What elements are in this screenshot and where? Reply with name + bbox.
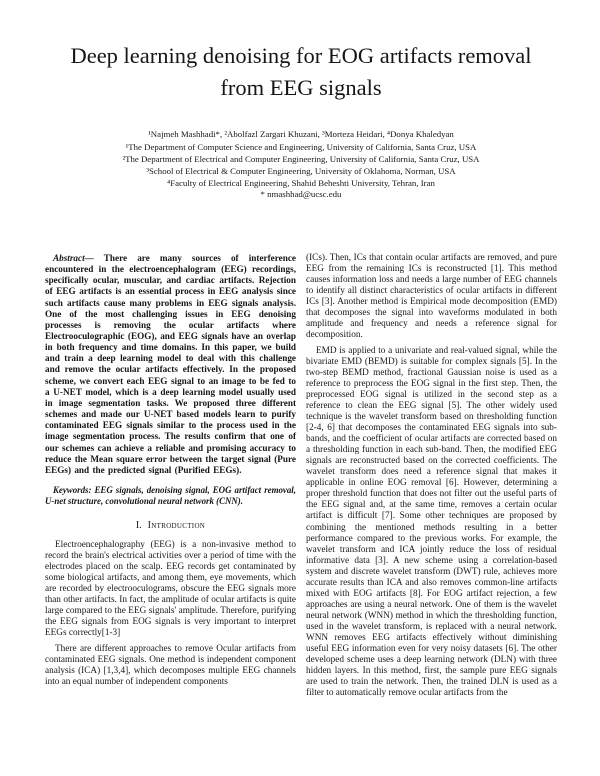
- keywords-label: Keywords:: [53, 485, 92, 495]
- right-column-paragraph-2: EMD is applied to a univariate and real-valued signal, while the bivariate EMD (BEMD) is suitable for complex signals [5]. In the two-step BEMD method, fractional Gaussian noise is used as a reference to preprocess the EOG signal in the first step. Then, the preprocessed EOG signal is utilized in the second step as a reference to clean the EEG signal [5]. The other widely used technique is the wavelet transform based on thresholding function [2-4, 6] that decomposes the contaminated EEG signals into sub-bands, and the coefficient of ocular artifacts are corrected based on a thresholding function in each sub-band. Then, the modified EEG signals are reconstructed based on the corrected coefficients. The wavelet transform does need a reference signal that makes it applicable in online EOG removal [6]. However, determining a proper threshold function that does not filter out the useful parts of the EEG signal and, at the same time, removes a certain ocular artifact is difficult [7]. Some other techniques are proposed by combining the mentioned methods resulting in a better performance compared to the previous works. For example, the wavelet transform and ICA jointly reduce the loss of residual informative data [3]. A new scheme using a correlation-based system and discrete wavelet transform (DWT) rule, achieves more accurate results than ICA and also removes common-line artifacts mixed with EOG artifacts [8]. For EOG artifact rejection, a few approaches are using a neural network. One of them is the wavelet neural network (WNN) method in which the thresholding function, used in the wavelet transform, is replaced with a neural network. WNN removes EEG artifacts effectively without diminishing useful EEG information even for very noisy datasets [6]. The other developed scheme uses a deep learning network (DLN) with three hidden layers. In this method, first, the sample pure EEG signals are used to train the network. Then, the trained DLN is used as a filter to automatically remove ocular artifacts from the: [306, 345, 557, 699]
- affiliation-1: ¹The Department of Computer Science and Engineering, University of California, Santa Cruz, USA: [125, 141, 477, 152]
- section-heading-introduction: [45, 520, 296, 531]
- paper-title: Deep learning denoising for EOG artifacts removal from EEG signals: [70, 43, 532, 101]
- section-number: I.: [135, 520, 142, 531]
- affiliation-4: ⁴Faculty of Electrical Engineering, Shahid Beheshti University, Tehran, Iran: [167, 177, 435, 188]
- abstract-paragraph: [45, 253, 296, 476]
- right-column-paragraph-1: (ICs). Then, ICs that contain ocular artifacts are removed, and pure EEG from the remaining ICs is reconstructed [1]. This method causes information loss and needs a large number of EEG channels to identify all distinct characteristics of ocular artifacts in different ICs [3]. Another method is Empirical mode decomposition (EMD) that decomposes the signal into waveforms modulated in both amplitude and frequency and needs a reference signal for decomposition.: [306, 252, 557, 341]
- affiliation-2: ²The Department of Electrical and Computer Engineering, University of California, Santa Cruz, USA: [122, 153, 480, 164]
- authors-block: [45, 129, 557, 201]
- section-title: Introduction: [147, 520, 206, 531]
- intro-paragraph-1: Electroencephalography (EEG) is a non-invasive method to record the brain's electrical activities over a period of time with the electrodes placed on the scalp. EEG records get contaminated by some biological artifacts, and among them, eye movements, which are recorded by electrooculograms, obscure the EEG signals more than other artifacts. In fact, the amplitude of ocular artifacts is quite large compared to the EEG signals' amplitude. Therefore, purifying the EEG signals from EOG signals is very important to interpret EEGs correctly[1-3]: [45, 540, 296, 639]
- keywords-text: EEG signals, denoising signal, EOG artifact removal, U-net structure, convolutional neural network (CNN).: [45, 485, 296, 506]
- abstract-text: There are many sources of interference encountered in the electroencephalogram (EEG) recordings, specifically ocular, muscular, and cardiac artifacts. Rejection of EEG artifacts is an essential process in EEG analysis since such artifacts cause many problems in EEG signals analysis. One of the most challenging issues in EEG denoising processes is removing the ocular artifacts where Electrooculographic (EOG), and EEG signals have an overlap in both frequency and time domains. In this paper, we build and train a deep learning model to deal with this challenge and remove the ocular artifacts effectively. In the proposed scheme, we convert each EEG signal to an image to be fed to a U-NET model, which is a deep learning model usually used in image segmentation tasks. We proposed three different schemes and made our U-NET based models learn to purify contaminated EEG signals similar to the process used in the image segmentation process. The results confirm that one of our schemes can achieve a reliable and promising accuracy to reduce the Mean square error between the target signal (Pure EEGs) and the predicted signal (Purified EEGs).: [45, 252, 296, 475]
- keywords-paragraph: [45, 485, 296, 507]
- intro-paragraph-2: There are different approaches to remove Ocular artifacts from contaminated EEG signals. One method is independent component analysis (ICA) [1,3,4], which decomposes multiple EEG channels into an equal number of independent components: [45, 643, 296, 688]
- affiliation-3: ³School of Electrical & Computer Engineering, University of Oklahoma, Norman, USA: [146, 165, 456, 176]
- abstract-label: Abstract—: [53, 252, 94, 263]
- right-column: [306, 253, 557, 699]
- author-line: ¹Najmeh Mashhadi*, ²Abolfazl Zargari Khuzani, ³Morteza Heidari, ⁴Donya Khaledyan: [148, 129, 454, 140]
- corresponding-email: * nmashhad@ucsc.edu: [260, 189, 342, 200]
- left-column: [45, 253, 296, 699]
- two-column-body: [45, 253, 557, 699]
